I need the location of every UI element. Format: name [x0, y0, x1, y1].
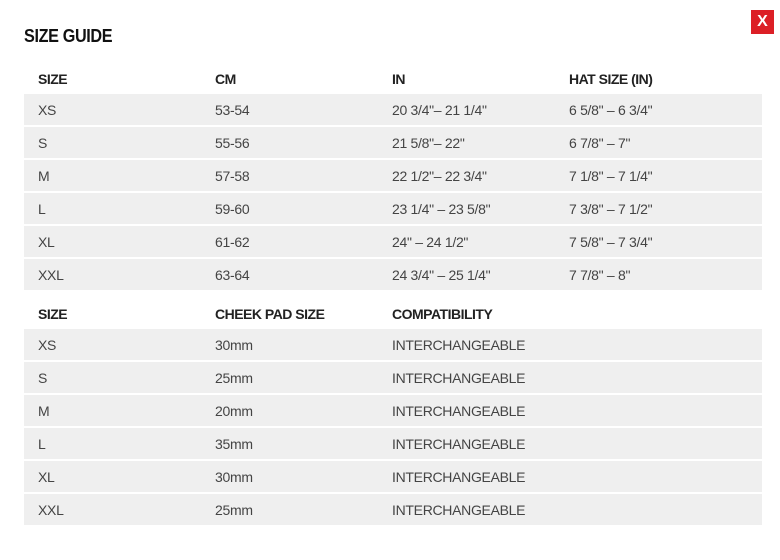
table-cell: 6 5/8" – 6 3/4"	[569, 101, 653, 118]
table-cell: INTERCHANGEABLE	[392, 369, 526, 386]
table-cell: 25mm	[215, 501, 253, 518]
table-cell: INTERCHANGEABLE	[392, 402, 526, 419]
size-table	[24, 63, 762, 290]
table-cell	[555, 361, 762, 394]
column-header: HAT SIZE (IN)	[555, 63, 762, 94]
table-row	[24, 126, 762, 159]
cheek-pad-table	[24, 298, 762, 525]
table-cell: 30mm	[215, 336, 253, 353]
table-cell	[555, 394, 762, 427]
table-cell: XXL	[38, 501, 64, 518]
table-cell: 24 3/4" – 25 1/4"	[392, 266, 491, 283]
table-cell: 21 5/8"– 22"	[392, 134, 465, 151]
column-header: CM	[201, 63, 378, 94]
modal-title: SIZE GUIDE	[24, 26, 113, 46]
table-cell: 59-60	[215, 200, 250, 217]
table-cell: 23 1/4" – 23 5/8"	[392, 200, 491, 217]
table-cell	[555, 427, 762, 460]
table-cell: 7 5/8" – 7 3/4"	[569, 233, 653, 250]
table-cell	[555, 460, 762, 493]
table-cell: 6 7/8" – 7"	[569, 134, 631, 151]
table-cell: 7 3/8" – 7 1/2"	[569, 200, 653, 217]
table-cell	[555, 493, 762, 525]
column-header: SIZE	[24, 63, 201, 94]
table-row	[24, 394, 762, 427]
table-cell: 20 3/4"– 21 1/4"	[392, 101, 487, 118]
table-cell: INTERCHANGEABLE	[392, 435, 526, 452]
table-cell: XL	[38, 468, 55, 485]
table-cell: XXL	[38, 266, 64, 283]
table-row	[24, 192, 762, 225]
table-cell: M	[38, 167, 50, 184]
table-cell: S	[38, 369, 48, 386]
table-cell: XS	[38, 336, 57, 353]
table-cell: S	[38, 134, 48, 151]
table-cell: 35mm	[215, 435, 253, 452]
table-row	[24, 329, 762, 361]
column-header: SIZE	[24, 298, 201, 329]
table-row	[24, 460, 762, 493]
table-cell: 25mm	[215, 369, 253, 386]
table-row	[24, 159, 762, 192]
table-cell: 7 7/8" – 8"	[569, 266, 631, 283]
table-header-row	[24, 63, 762, 94]
table-cell: L	[38, 435, 46, 452]
table-cell: XS	[38, 101, 57, 118]
table-cell: 53-54	[215, 101, 250, 118]
table-cell: 30mm	[215, 468, 253, 485]
table-cell	[555, 329, 762, 361]
table-cell: INTERCHANGEABLE	[392, 336, 526, 353]
table-cell: 55-56	[215, 134, 250, 151]
table-header-row	[24, 298, 762, 329]
table-cell: XL	[38, 233, 55, 250]
table-row	[24, 258, 762, 290]
table-row	[24, 493, 762, 525]
table-cell: 7 1/8" – 7 1/4"	[569, 167, 653, 184]
column-header: CHEEK PAD SIZE	[201, 298, 378, 329]
table-row	[24, 225, 762, 258]
table-cell: 24" – 24 1/2"	[392, 233, 469, 250]
column-header: COMPATIBILITY	[378, 298, 555, 329]
table-cell: INTERCHANGEABLE	[392, 468, 526, 485]
table-row	[24, 427, 762, 460]
table-cell: 20mm	[215, 402, 253, 419]
table-cell: 22 1/2"– 22 3/4"	[392, 167, 487, 184]
column-header: IN	[378, 63, 555, 94]
close-button[interactable]: X	[751, 10, 774, 34]
table-cell: 63-64	[215, 266, 250, 283]
column-header	[555, 298, 762, 329]
table-cell: 57-58	[215, 167, 250, 184]
table-cell: L	[38, 200, 46, 217]
table-row	[24, 94, 762, 126]
table-cell: INTERCHANGEABLE	[392, 501, 526, 518]
table-cell: 61-62	[215, 233, 250, 250]
table-row	[24, 361, 762, 394]
table-cell: M	[38, 402, 50, 419]
